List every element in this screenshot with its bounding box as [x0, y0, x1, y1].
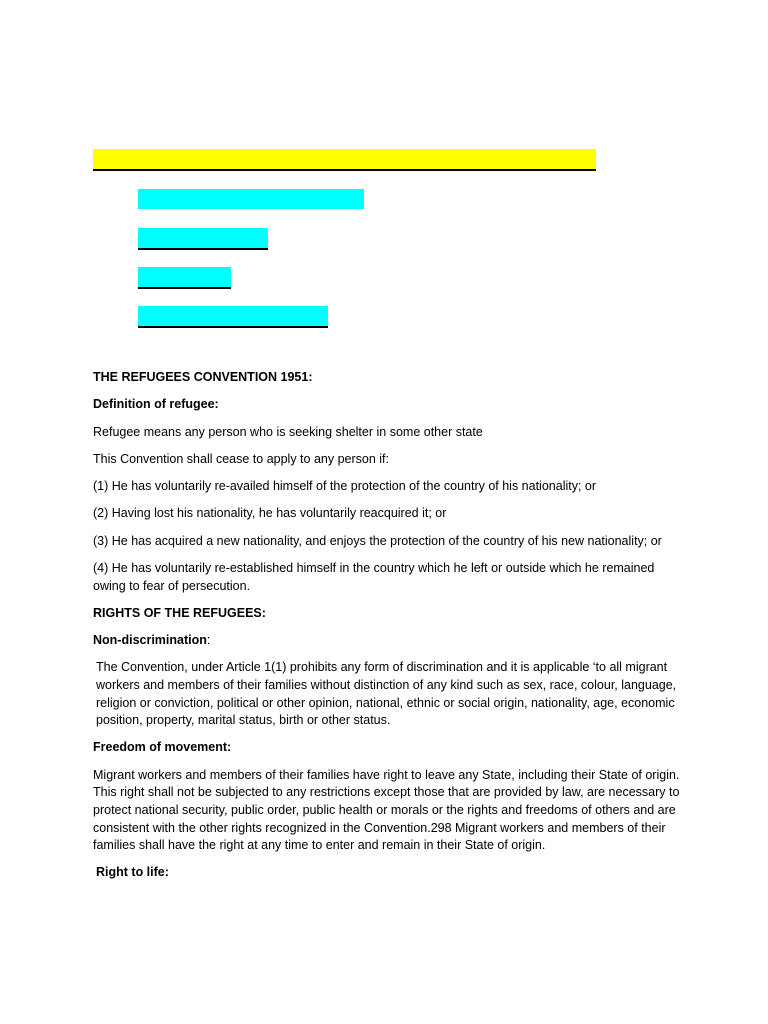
definition-text: Refugee means any person who is seeking shelter in some other state [93, 424, 483, 439]
rights-heading: RIGHTS OF THE REFUGEES: [93, 605, 266, 620]
non-discrimination-colon: : [206, 633, 211, 648]
definition-heading: Definition of refugee: [93, 397, 219, 412]
highlighted-subheading-bar-1 [138, 189, 364, 209]
cessation-clause-4: (4) He has voluntarily re-established himself in the country which he left or outside which he remained owing to fear of persecution. [93, 560, 655, 593]
highlighted-subheading-bar-4 [138, 306, 328, 328]
highlighted-subheading-bar-2 [138, 228, 268, 250]
cessation-intro: This Convention shall cease to apply to any person if: [93, 451, 390, 466]
highlighted-subheading-bar-3 [138, 267, 231, 289]
non-discrimination-heading: Non-discrimination [93, 633, 207, 648]
cessation-clause-2: (2) Having lost his nationality, he has voluntarily reacquired it; or [93, 506, 447, 521]
non-discrimination-heading-line [93, 632, 683, 650]
freedom-of-movement-text: Migrant workers and members of their families have right to leave any State, including their State of origin. This right shall not be subjected to any restrictions except those that are provided by law, are necessary to protect national security, public order, public health or morals or the rights and freedoms of others and are consistent with the other rights recognized in the Convention.298 Migrant workers and members of their families shall have the right at any time to enter and remain in their State of origin. [93, 767, 680, 853]
cessation-clause-3: (3) He has acquired a new nationality, and enjoys the protection of the country of his new nationality; or [93, 533, 662, 548]
non-discrimination-text: The Convention, under Article 1(1) prohibits any form of discrimination and it is applicable ‘to all migrant workers and members of their families without distinction of any kind such as sex, race, colour, language, religion or conviction, political or other opinion, national, ethnic or social origin, nationality, age, economic position, property, marital status, birth or other status. [96, 660, 677, 728]
document-heading: THE REFUGEES CONVENTION 1951: [93, 370, 313, 384]
highlighted-title-bar [93, 149, 596, 171]
freedom-of-movement-heading: Freedom of movement: [93, 740, 232, 755]
document-body [93, 369, 683, 892]
right-to-life-heading: Right to life: [96, 865, 169, 880]
cessation-clause-1: (1) He has voluntarily re-availed himself of the protection of the country of his nationality; or [93, 479, 597, 494]
